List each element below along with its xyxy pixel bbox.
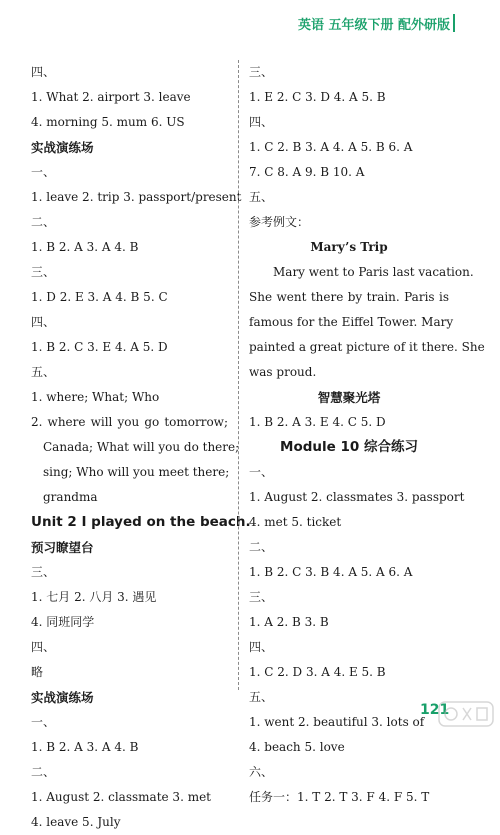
answer-line: Canada; What will you do there;: [43, 440, 240, 454]
answer-line: 1. B 2. C 3. E 4. A 5. D: [31, 340, 168, 354]
answer-line: 三、: [31, 265, 56, 279]
answer-line: 1. leave 2. trip 3. passport/present: [31, 190, 242, 204]
section-heading: Module 10 综合练习: [280, 439, 418, 455]
right-column: [249, 60, 485, 810]
answer-line: Mary went to Paris last vacation.: [273, 265, 474, 279]
section-heading: 预习瞭望台: [31, 540, 94, 555]
answer-line: 一、: [31, 165, 56, 179]
answer-line: 1. B 2. A 3. A 4. B: [31, 240, 139, 254]
section-heading: 实战演练场: [31, 690, 94, 705]
answer-line: 1. August 2. classmate 3. met: [31, 790, 211, 804]
answer-line: painted a great picture of it there. She: [249, 340, 485, 354]
answer-line: 1. where; What; Who: [31, 390, 160, 404]
page-number: 121: [420, 702, 450, 718]
answer-line: 1. went 2. beautiful 3. lots of: [249, 715, 425, 729]
answer-line: 三、: [249, 65, 274, 79]
answer-line: 1. E 2. C 3. D 4. A 5. B: [249, 90, 386, 104]
answer-line: 参考例文：: [249, 215, 310, 229]
answer-line: 六、: [249, 765, 274, 779]
header-title: 英语 五年级下册 配外研版: [297, 18, 450, 33]
answer-line: was proud.: [249, 365, 317, 379]
answer-line: 2. where will you go tomorrow;: [31, 415, 228, 429]
answer-line: 1. C 2. D 3. A 4. E 5. B: [249, 665, 386, 679]
answer-line: 二、: [31, 215, 56, 229]
answer-line: 1. A 2. B 3. B: [249, 615, 329, 629]
section-heading: Mary’s Trip: [310, 240, 388, 254]
answer-line: 二、: [31, 765, 56, 779]
watermark-logo-icon: [437, 698, 495, 732]
answer-line: 4. met 5. ticket: [249, 515, 342, 529]
left-column: [31, 60, 251, 835]
answer-line: 三、: [249, 590, 274, 604]
answer-line: 1. B 2. C 3. B 4. A 5. A 6. A: [249, 565, 413, 579]
answer-line: 二、: [249, 540, 274, 554]
answer-line: 1. B 2. A 3. E 4. C 5. D: [249, 415, 386, 429]
answer-line: 四、: [31, 640, 56, 654]
answer-line: 四、: [31, 315, 56, 329]
answer-line: 1. 七月 2. 八月 3. 遇见: [31, 590, 157, 604]
answer-line: 1. What 2. airport 3. leave: [31, 90, 191, 104]
answer-line: 1. B 2. A 3. A 4. B: [31, 740, 139, 754]
section-heading: 实战演练场: [31, 140, 94, 155]
answer-line: 1. August 2. classmates 3. passport: [249, 490, 465, 504]
answer-line: 1. C 2. B 3. A 4. A 5. B 6. A: [249, 140, 413, 154]
answer-line: 五、: [249, 690, 274, 704]
column-divider: [238, 60, 239, 690]
section-heading: Unit 2 I played on the beach.: [31, 514, 251, 530]
answer-line: 四、: [249, 640, 274, 654]
answer-line: 四、: [31, 65, 56, 79]
answer-line: 7. C 8. A 9. B 10. A: [249, 165, 365, 179]
answer-line: 略: [31, 665, 44, 679]
section-heading: 智慧聚光塔: [317, 390, 381, 405]
header-accent-bar: [453, 14, 455, 32]
answer-line: 4. leave 5. July: [31, 815, 121, 829]
answer-line: 4. morning 5. mum 6. US: [31, 115, 185, 129]
answer-line: 五、: [249, 190, 274, 204]
answer-line: 4. beach 5. love: [249, 740, 345, 754]
answer-line: 1. D 2. E 3. A 4. B 5. C: [31, 290, 168, 304]
answer-line: famous for the Eiffel Tower. Mary: [249, 315, 454, 329]
answer-line: 4. 同班同学: [31, 615, 95, 629]
answer-line: 三、: [31, 565, 56, 579]
answer-line: 任务一：1. T 2. T 3. F 4. F 5. T: [249, 790, 430, 804]
answer-line: 一、: [249, 465, 274, 479]
answer-line: She went there by train. Paris is: [249, 290, 449, 304]
answer-line: sing; Who will you meet there;: [43, 465, 230, 479]
answer-line: 一、: [31, 715, 56, 729]
answer-line: grandma: [43, 490, 98, 504]
answer-line: 四、: [249, 115, 274, 129]
answer-line: 五、: [31, 365, 56, 379]
